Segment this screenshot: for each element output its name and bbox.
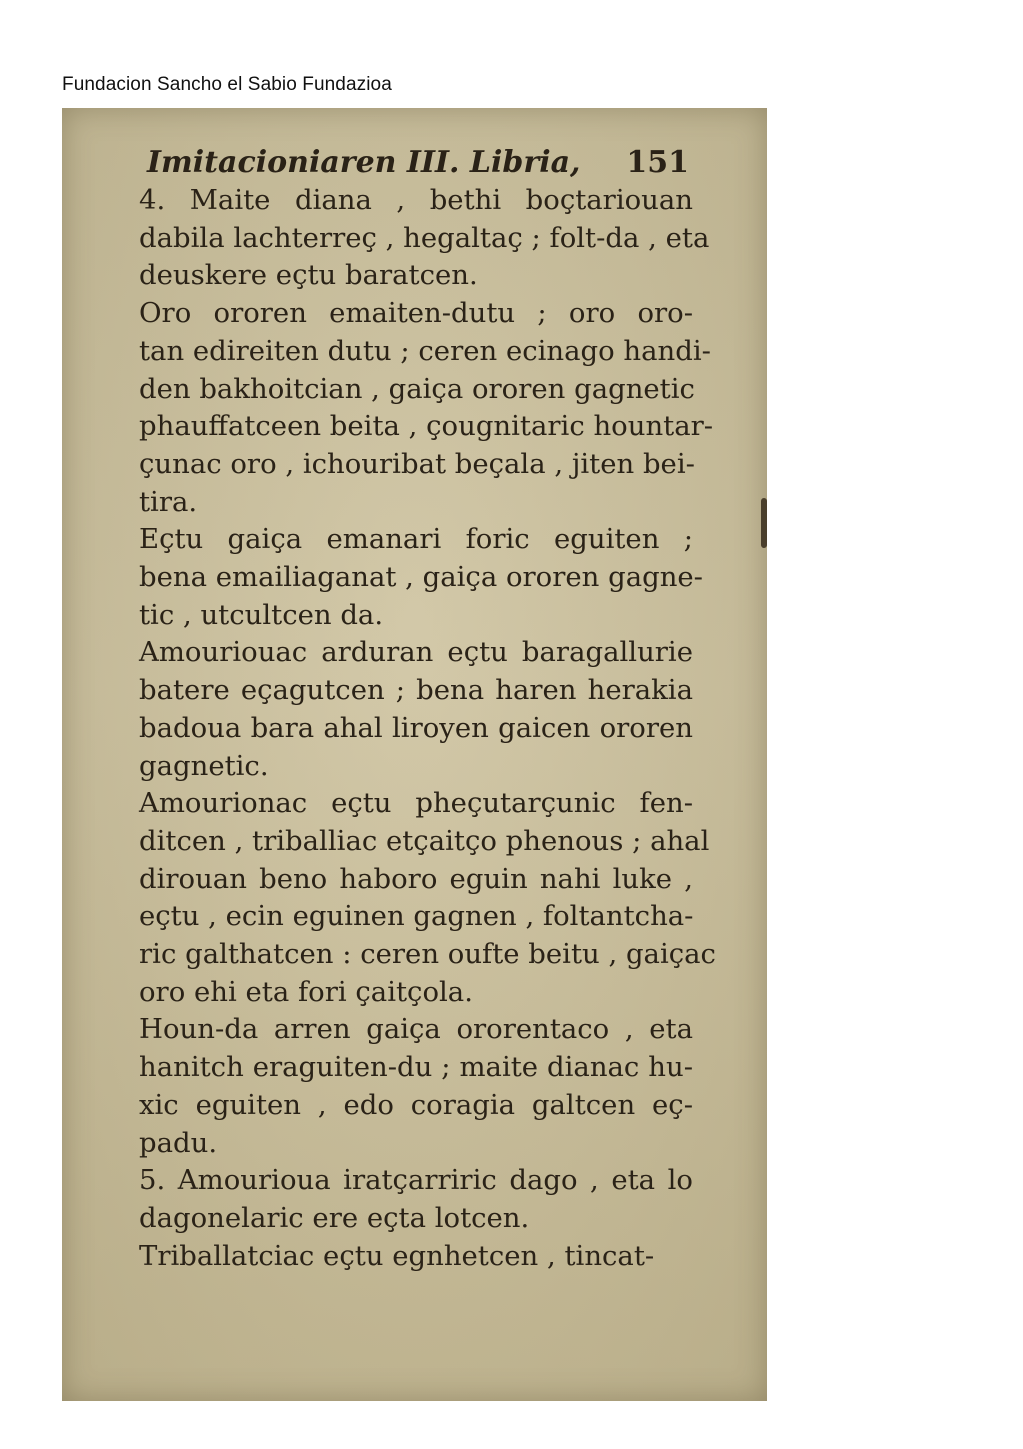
text-line: Eçtu gaiça emanari foric eguiten ; — [139, 523, 693, 556]
text-line: gagnetic. — [139, 749, 269, 782]
text-line: tic , utcultcen da. — [139, 598, 384, 631]
paragraph — [107, 1011, 693, 1162]
paragraph — [107, 785, 716, 1011]
text-line: eçtu , ecin eguinen gagnen , foltantcha- — [139, 900, 694, 933]
text-line: hanitch eraguiten-du ; maite dianac hu- — [139, 1051, 693, 1084]
running-head-title: Imitacioniaren III. Libria, — [147, 145, 581, 180]
text-line: deuskere eçtu baratcen. — [139, 259, 478, 292]
text-line: 5. Amourioua iratçarriric dago , eta lo — [139, 1164, 693, 1197]
text-line: badoua bara ahal liroyen gaicen ororen — [139, 711, 693, 744]
text-line: phauffatceen beita , çougnitaric hountar- — [139, 410, 714, 443]
text-line: Oro ororen emaiten-dutu ; oro oro- — [139, 297, 693, 330]
paragraph — [107, 295, 714, 521]
text-line: tan edireiten dutu ; ceren ecinago handi- — [139, 334, 711, 367]
text-line: çunac oro , ichouribat beçala , jiten bei- — [139, 447, 695, 480]
paragraph — [107, 634, 693, 785]
text-line: Houn-da arren gaiça ororentaco , eta — [139, 1013, 693, 1046]
binding-shadow — [761, 498, 767, 548]
text-line: oro ehi eta fori çaitçola. — [139, 975, 473, 1008]
scanned-page — [62, 108, 767, 1401]
text-line: dagonelaric ere eçta lotcen. — [139, 1201, 530, 1234]
text-line: dabila lachterreç , hegaltaç ; folt-da , eta — [139, 221, 710, 254]
paragraph — [107, 521, 703, 634]
text-line: dirouan beno haboro eguin nahi luke , — [139, 862, 693, 895]
text-line: batere eçagutcen ; bena haren herakia — [139, 674, 693, 707]
text-line: bena emailiaganat , gaiça ororen gagne- — [139, 561, 703, 594]
running-head — [107, 144, 693, 182]
page-number: 151 — [626, 145, 689, 180]
paragraph — [107, 1238, 693, 1276]
text-block — [107, 182, 716, 1275]
text-line: Triballatciac eçtu egnhetcen , tincat- — [139, 1239, 655, 1272]
text-line: ditcen , triballiac etçaitço phenous ; ahal — [139, 824, 710, 857]
text-line: Amouriouac arduran eçtu baragallurie — [139, 636, 693, 669]
text-line: tira. — [139, 485, 198, 518]
paragraph — [107, 182, 710, 295]
archive-watermark: Fundacion Sancho el Sabio Fundazioa — [62, 74, 392, 95]
text-line: den bakhoitcian , gaiça ororen gagnetic — [139, 372, 695, 405]
text-line: 4. Maite diana , bethi boçtariouan — [139, 184, 693, 216]
text-line: Amourionac eçtu pheçutarçunic fen- — [139, 787, 693, 820]
text-line: xic eguiten , edo coragia galtcen eç- — [139, 1088, 693, 1121]
text-line: ric galthatcen : ceren oufte beitu , gaiçac — [139, 938, 716, 971]
page-body — [107, 144, 716, 1275]
text-line: padu. — [139, 1126, 218, 1159]
paragraph — [107, 1162, 693, 1237]
